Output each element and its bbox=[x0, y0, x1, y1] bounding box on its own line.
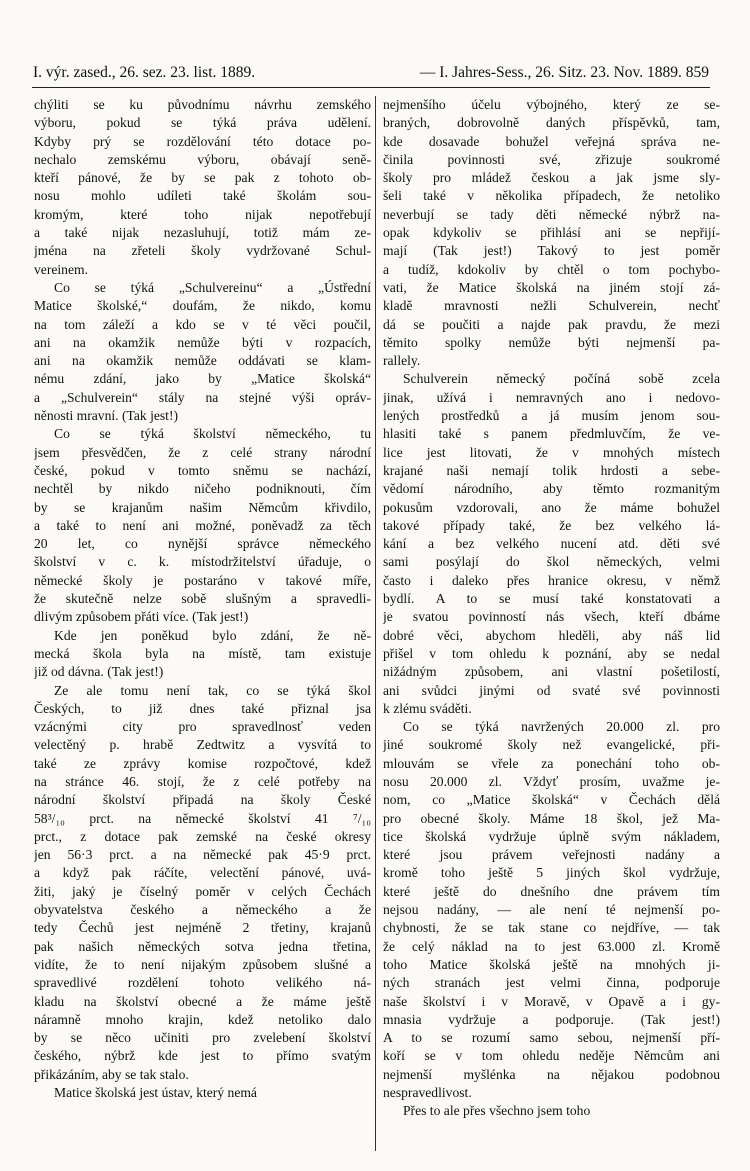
text-line: přišel v tom ohledu k poznání, aby se nedal bbox=[383, 645, 720, 661]
text-line: již od dávna. (Tak jest!) bbox=[34, 664, 164, 680]
text-line: chýliti se ku původnímu návrhu zemského bbox=[34, 97, 371, 112]
text-line: jiné soukromé školy než evangelické, při- bbox=[383, 737, 720, 753]
text-line: chybnosti, že se tak stane co nejdříve, — tak bbox=[383, 920, 720, 936]
text-line: Matice školská jest ústav, který nemá bbox=[54, 1085, 257, 1101]
text-line: nejmenšího účelu výbojného, který ze se- bbox=[383, 97, 720, 112]
text-line: tice školská vydržuje úplně svým nákladem, bbox=[383, 828, 720, 844]
text-line: jsem přesvědčen, že z celé strany národní bbox=[34, 444, 371, 460]
text-line: Kde jen poněkud bylo zdání, že ně- bbox=[54, 627, 371, 643]
text-line: nejsou nadány, — ale není té nejmenší po- bbox=[383, 902, 720, 918]
text-line: vědomí národního, aby těmto rozmanitým bbox=[383, 481, 720, 497]
text-line: koří se v tom ohledu neděje Němcům ani bbox=[383, 1048, 720, 1064]
text-line: Kdyby prý se rozdělování této dotace po- bbox=[34, 133, 371, 149]
text-line: vidíte, že to není nijakým způsobem slušné a bbox=[34, 956, 371, 972]
text-line: dobré věci, abychom hleděli, aby náš lid bbox=[383, 627, 720, 643]
text-line: mecká škola byla na místě, tam existuje bbox=[34, 645, 371, 661]
text-line: 20 let, co nynější správce německého bbox=[34, 536, 371, 552]
text-line: na stránce 46. stojí, že z celé potřeby na bbox=[34, 773, 371, 789]
text-line: A to se rozumí samo sebou, nejmenší pří- bbox=[383, 1030, 720, 1046]
header-german: — I. Jahres-Sess., 26. Sitz. 23. Nov. 1889. 859 bbox=[419, 64, 709, 81]
text-line: kromě toho ještě 5 jiných škol vydržuje, bbox=[383, 865, 720, 881]
text-line: školství v c. k. místodržitelství úřaduje, o bbox=[34, 554, 371, 570]
text-line: německé školy je postaráno v takové míře, bbox=[34, 572, 371, 588]
text-line: mlouvám se vřele za ponechání toho ob- bbox=[383, 755, 720, 771]
text-line: takové případy také, že bez velkého lá- bbox=[383, 517, 720, 533]
text-line: bydlí. A to se musí také konstatovati a bbox=[383, 591, 720, 607]
text-line: krajané naši nemají tolik hrdosti a sebe- bbox=[383, 462, 720, 478]
text-line: lených prostředků a já musím jenom sou- bbox=[383, 408, 720, 424]
text-line: jinak, užívá i nemravných ano i nedovo- bbox=[383, 389, 720, 405]
text-line: naše školství i v Moravě, v Opavě a i gy- bbox=[383, 993, 720, 1009]
text-line: pro obecné školy. Máme 18 škol, jež Ma- bbox=[383, 810, 720, 826]
text-line: sami posýlají do škol německých, velmi bbox=[383, 554, 720, 570]
text-line: ani na okamžik nemůže býti v rozpacích, bbox=[34, 334, 371, 350]
text-line: jen 56·3 prct. a na německé pak 45·9 prct. bbox=[34, 847, 371, 863]
text-line: nižádným způsobem, ani vlastní pošetilostí, bbox=[383, 664, 720, 680]
text-line: rallely. bbox=[383, 353, 421, 369]
header-czech: I. výr. zased., 26. sez. 23. list. 1889. bbox=[33, 64, 256, 81]
text-line: kladu na školství obecné a že máme ještě bbox=[34, 993, 371, 1009]
text-line: nosu mohlo udíleti také školám sou- bbox=[34, 188, 371, 204]
text-line: Přes to ale přes všechno jsem toho bbox=[403, 1103, 591, 1119]
text-line: že celý náklad na to jest 63.000 zl. Kromě bbox=[383, 938, 720, 954]
text-line: ani na okamžik nemůže oddávati se klam- bbox=[34, 353, 371, 369]
text-line: šeli také v několika případech, že netoliko bbox=[383, 188, 720, 204]
text-line: by se krajanům našim Němcům křivdilo, bbox=[34, 499, 371, 515]
text-line: vzácnými city pro spravedlnosť veden bbox=[34, 719, 371, 735]
text-line: nému zdání, jako by „Matice školská“ bbox=[34, 371, 371, 387]
text-line: které jsou právem veřejnosti nadány a bbox=[383, 847, 720, 863]
text-line: Ze ale tomu není tak, co se týká škol bbox=[54, 682, 371, 698]
text-line: těmito spolky nemůže býti nejmenší pa- bbox=[383, 334, 720, 350]
text-line: vati, že Matice školská na jiném stojí zá- bbox=[383, 279, 720, 295]
header-rule bbox=[32, 87, 710, 88]
right-column bbox=[383, 96, 720, 1121]
text-line: obyvatelstva českého a německého a že bbox=[34, 902, 371, 918]
text-line: české, pokud v tomto sněmu se nachází, bbox=[34, 462, 371, 478]
text-line: a tudíž, kdokoliv by chtěl o tom pochybo- bbox=[383, 261, 720, 277]
text-line: kde dosavade bohužel veřejná správa ne- bbox=[383, 133, 720, 149]
text-line: nechtěl by nikdo ničeho podniknouti, čím bbox=[34, 481, 371, 497]
text-line: dlivým způsobem přáti více. (Tak jest!) bbox=[34, 609, 249, 625]
text-line: opak kdykoliv se přihlásí ani se nepřijí- bbox=[383, 225, 720, 241]
text-line: výboru, pokud se týká práva udělení. bbox=[34, 115, 371, 131]
text-line: mají (Tak jest!) Takový to jest poměr bbox=[383, 243, 720, 259]
text-line: něnosti mravní. (Tak jest!) bbox=[34, 408, 179, 424]
text-line: náramně mnoho krajin, kdež netoliko dalo bbox=[34, 1011, 371, 1027]
text-line: a také nijak nezasluhují, totiž mám ze- bbox=[34, 225, 371, 241]
text-line: lice jest litovati, že v mnohých místech bbox=[383, 444, 720, 460]
text-line: Matice školské,“ doufám, že nikdo, komu bbox=[34, 298, 371, 314]
text-line: by se něco učiniti pro zvelebení školství bbox=[34, 1030, 371, 1046]
text-line: Co se týká navržených 20.000 zl. pro bbox=[403, 719, 720, 735]
text-line: nespravedlivost. bbox=[383, 1085, 472, 1101]
text-line: nom, co „Matice školská“ v Čechách dělá bbox=[383, 792, 720, 808]
page-header bbox=[33, 60, 709, 86]
text-line: přikázáním, aby se tak stalo. bbox=[34, 1066, 189, 1082]
text-line: toho Matice školská ještě na mnohých ji- bbox=[383, 956, 720, 972]
text-line: nosu 20.000 zl. Vždyť prosím, uvažme je- bbox=[383, 773, 720, 789]
text-line: Co se týká „Schulvereinu“ a „Ústřední bbox=[54, 279, 371, 295]
text-line: a „Schulverein“ stály na stejné výši opráv- bbox=[34, 389, 371, 405]
text-line: kteří pánové, že by se pak z tohoto ob- bbox=[34, 170, 371, 186]
text-line: 58³/₁₀ prct. na německé školství 41 ⁷/₁₀ bbox=[34, 810, 371, 826]
text-line: dá se poučiti a najde pak pravdu, že mezi bbox=[383, 316, 720, 332]
text-line: je svatou povinností nás všech, kteří dbáme bbox=[383, 609, 720, 625]
text-line: vereinem. bbox=[34, 261, 88, 277]
text-line: často i daleko přes hranice okresu, v němž bbox=[383, 572, 720, 588]
text-line: žiti, jaký je číselný poměr v celých Čechách bbox=[34, 883, 371, 899]
text-line: kromým, které toho nijak nepotřebují bbox=[34, 206, 371, 222]
text-line: školy pro mládež českou a jak jsme sly- bbox=[383, 170, 720, 186]
text-line: neverbují se tady děti německé nýbrž na- bbox=[383, 206, 720, 222]
text-line: Českých, to již dnes také přiznal jsa bbox=[34, 700, 371, 716]
text-line: Schulverein německý počíná sobě zcela bbox=[403, 371, 720, 387]
column-divider bbox=[375, 96, 376, 1151]
text-line: také ze zprávy komise rozpočtové, kdež bbox=[34, 755, 371, 771]
text-line: činila povinnosti své, zřizuje soukromé bbox=[383, 151, 720, 167]
text-line: spravedlivé rozdělení tohoto velikého ná- bbox=[34, 975, 371, 991]
text-line: a také to není ani možné, poněvadž za těch bbox=[34, 517, 371, 533]
text-line: a když pak ráčíte, velectění pánové, uvá- bbox=[34, 865, 371, 881]
text-line: prct., z dotace pak zemské na české okresy bbox=[34, 828, 371, 844]
text-line: ani svůdci jinými od svaté své povinnosti bbox=[383, 682, 720, 698]
text-line: nejmenší myšlénka na nějakou podobnou bbox=[383, 1066, 720, 1082]
text-line: hlasiti také s panem předmluvčím, že ve- bbox=[383, 426, 720, 442]
text-line: pokusům vzdorovali, ano že máme bohužel bbox=[383, 499, 720, 515]
text-line: ných stranách jest velmi činna, podporuje bbox=[383, 975, 720, 991]
text-line: Co se týká školství německého, tu bbox=[54, 426, 371, 442]
text-line: pak našich německých sotva jedna třetina, bbox=[34, 938, 371, 954]
text-line: na tom záleží a kdo se v té věci poučil, bbox=[34, 316, 371, 332]
text-line: kladě mravnosti nežli Schulverein, nechť bbox=[383, 298, 720, 314]
text-line: které ještě do dnešního dne právem tím bbox=[383, 883, 720, 899]
text-line: tedy Čechů jest nejméně 2 třetiny, krajanů bbox=[34, 920, 371, 936]
text-line: jména na zřeteli školy vydržované Schul- bbox=[34, 243, 371, 259]
left-column bbox=[34, 96, 371, 1102]
text-line: českého, nýbrž kde jest to přímo svatým bbox=[34, 1048, 371, 1064]
text-line: národní školství připadá na školy České bbox=[34, 792, 371, 808]
text-line: braných, dobrovolně daných příspěvků, tam, bbox=[383, 115, 720, 131]
text-line: kání a bez velkého nucení atd. děti své bbox=[383, 536, 720, 552]
text-line: k zlému sváděti. bbox=[383, 700, 472, 716]
text-line: že skutečně nelze sobě slušným a spravedli- bbox=[34, 591, 371, 607]
text-line: velectěný p. hrabě Zedtwitz a vysvítá to bbox=[34, 737, 371, 753]
text-line: mnasia vydržuje a podporuje. (Tak jest!) bbox=[383, 1011, 720, 1027]
text-line: nechalo zemskému výboru, obávají seně- bbox=[34, 151, 371, 167]
